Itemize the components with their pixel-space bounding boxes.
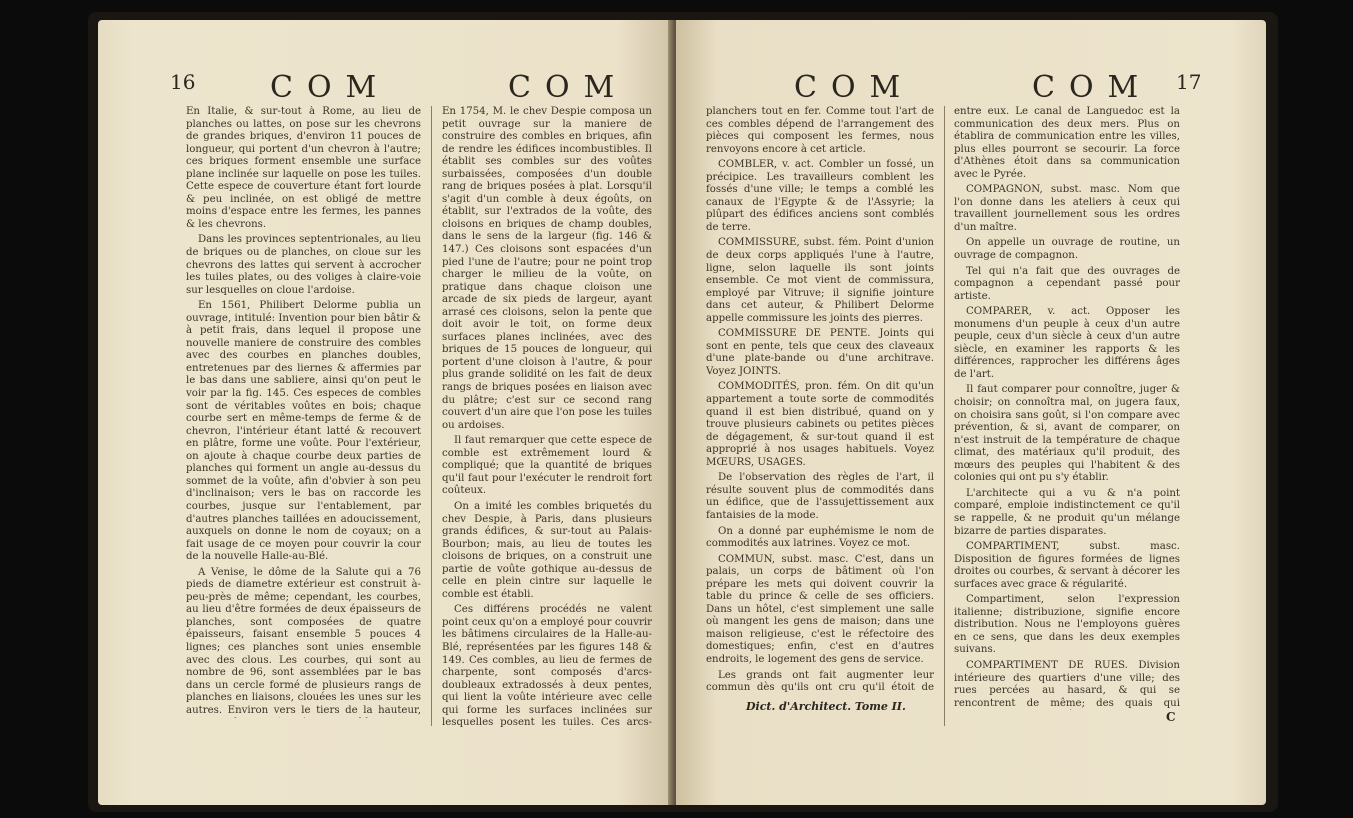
text-column-left — [706, 106, 934, 692]
paragraph: En 1754, M. le chev Despie composa un petit ouvrage sur la maniere de construire des combles en briques, afin de rendre les édifices incombustibles. Il établit ses combles sur des voûtes surbaissées, composées d'un double rang de briques posées à plat. Lorsqu'il s'agit d'un comble à deux égoûts, on établit, sur l'extrados de la voûte, des cloisons en briques de champ doubles, dans le sens de la largeur (fig. 146 & 147.) Ces cloisons sont espacées d'un pied l'une de l'autre; pour ne point trop charger le milieu de la voûte, on pratique dans chaque cloison une arcade de six pieds de largeur, ayant arrasé ces cloisons, selon la pente que doit avoir le toit, on forme deux surfaces planes inclinées, avec des briques de 15 pouces de longueur, qui portent d'une cloison à l'autre, & pour plus grande solidité on les fait de deux rangs de briques posées en liaison avec du plâtre; c'est sur ce second rang couvert d'un aire que l'on pose les tuiles ou ardoises. — [442, 106, 652, 431]
text-column-right — [442, 106, 652, 730]
text-column-left — [186, 106, 421, 718]
paragraph: En 1561, Philibert Delorme publia un ouvrage, intitulé: Invention pour bien bâtir & à petit frais, dans lequel il propose une nouvelle maniere de construire des combles avec des courbes en planches doubles, entretenues par des liernes & affermies par le bas dans une sabliere, ainsi qu'on peut le voir par la fig. 145. Ces especes de combles sont de véritables voûtes en bois; chaque courbe sert en même-temps de ferme & de chevron, l'intérieur étant latté & recouvert en plâtre, forme une voûte. Pour l'extérieur, on ajoute à chaque courbe deux parties de planches qui forment un angle au-dessus du sommet de la voûte, afin d'obvier à son peu d'inclinaison; vers le bas on raccorde les courbes, jusque sur l'entablement, par d'autres planches taillées en adoucissement, auxquels on donne le nom de coyaux; on a fait usage de ce moyen pour couvrir la cour de la nouvelle Halle-au-Blé. — [186, 300, 421, 563]
paragraph: COMMODITÉS, pron. fém. On dit qu'un appartement a toute sorte de commodités quand il est bien distribué, quand on y trouve plusieurs cabinets ou petites pièces de dégagement, & sur-tout quand il est approprié à nos usages habituels. Voyez MŒURS, USAGES. — [706, 381, 934, 468]
page-number: 16 — [170, 70, 196, 94]
footer-volume: Dict. d'Architect. Tome II. — [746, 700, 906, 713]
signature-mark: C — [1166, 710, 1176, 724]
paragraph: planchers tout en fer. Comme tout l'art de ces combles dépend de l'arrangement des pièces qui composent les fermes, nous renvoyons encore à cet article. — [706, 106, 934, 155]
page-number: 17 — [1176, 70, 1202, 94]
paragraph: COMPARTIMENT DE RUES. Division intérieure des quartiers d'une ville; des rues percées au hasard, & qui se rencontrent de même; des quais qui — [954, 659, 1180, 709]
left-page — [98, 20, 674, 805]
paragraph: COMMISSURE, subst. fém. Point d'union de deux corps appliqués l'une à l'autre, ligne, selon laquelle ils sont joints ensemble. Ce mot vient de commissura, employé par Vitruve; il signifie jointure dans cet auteur, & Philibert Delorme appelle commissure les joints des pierres. — [706, 237, 934, 324]
paragraph: Il faut comparer pour connoître, juger & choisir; on connoîtra mal, on jugera faux, on choisira sans goût, si l'on compare avec prévention, & si, avant de comparer, on n'est instruit de la température de chaque climat, des matériaux qu'il produit, des mœurs des peuples qui l'habitent & des colonies qui ont pu s'y établir. — [954, 384, 1180, 484]
paragraph: On a donné par euphémisme le nom de commodités aux latrines. Voyez ce mot. — [706, 525, 934, 550]
paragraph: Il faut remarquer que cette espece de comble est extrêmement lourd & compliqué; que la quantité de briques qu'il faut pour l'exécuter le rendroit fort coûteux. — [442, 435, 652, 497]
paragraph: COMPAGNON, subst. masc. Nom que l'on donne dans les ateliers à ceux qui travaillent journellement sous les ordres d'un maître. — [954, 184, 1180, 233]
paragraph: COMMISSURE DE PENTE. Joints qui sont en pente, tels que ceux des claveaux d'une plate-bande ou d'une architrave. Voyez JOINTS. — [706, 328, 934, 377]
paragraph: entre eux. Le canal de Languedoc est la communication des deux mers. Plus on établira de communication entre les villes, plus elles pourront se secourir. La force d'Athènes étoit dans sa communication avec le Pyrée. — [954, 106, 1180, 180]
paragraph: A Venise, le dôme de la Salute qui a 76 pieds de diametre extérieur est construit à-peu-près de même; cependant, les courbes, au lieu d'être formées de deux épaisseurs de planches, sont composées de quatre épaisseurs, faisant ensemble 5 pouces 4 lignes; ces planches sont unies ensemble avec des clous. Les courbes, qui sont au nombre de 96, sont assemblées par le bas dans un cercle formé de plusieurs rangs de planches en liaisons, clouées les unes sur les autres. Environ vers le tiers de la hauteur, — [186, 566, 421, 716]
paragraph: Compartiment, selon l'expression italienne; distribuzione, signifie encore distribution. Nous ne l'employons guères en ce sens, que dans les deux exemples suivans. — [954, 594, 1180, 656]
paragraph: COMMUN, subst. masc. C'est, dans un palais, un corps de bâtiment où l'on prépare les mets qui doivent couvrir la table du prince & celle de ses officiers. Dans un hôtel, c'est simplement une salle où mangent les gens de maison; dans une maison religieuse, c'est le réfectoire des domestiques; enfin, c'est en d'autres endroits, le logement des gens de service. — [706, 553, 934, 665]
right-page — [676, 20, 1266, 805]
paragraph: En Italie, & sur-tout à Rome, au lieu de planches ou lattes, on pose sur les chevrons de grandes briques, d'environ 11 pouces de longueur, qui portent d'un chevron à l'autre; ces briques forment ensemble une surface plane inclinée sur laquelle on pose les tuiles. Cette espece de couverture étant fort lourde & peu inclinée, on est obligé de mettre moins d'espace entre les fermes, les pannes & les chevrons. — [186, 106, 421, 230]
running-head: COM — [794, 70, 915, 105]
paragraph: COMPARER, v. act. Opposer les monumens d'un peuple à ceux d'un autre peuple, ceux d'un siècle à ceux d'un autre siècle, en examiner les rapports & les différences, rapprocher les différens âges de l'art. — [954, 306, 1180, 380]
paragraph: COMBLER, v. act. Combler un fossé, un précipice. Les travailleurs comblent les fossés d'une ville; le temps a comblé les canaux de l'Egypte & de l'Assyrie; la plûpart des édifices anciens sont comblés de terre. — [706, 159, 934, 233]
paragraph: Tel qui n'a fait que des ouvrages de compagnon a cependant passé pour artiste. — [954, 265, 1180, 302]
text-column-right — [954, 106, 1180, 710]
paragraph: On appelle un ouvrage de routine, un ouvrage de compagnon. — [954, 237, 1180, 262]
paragraph: Dans les provinces septentrionales, au lieu de briques ou de planches, on cloue sur les chevrons des lattes qui servent à accrocher les tuiles plates, ou des voliges à claire-voie sur lesquelles on cloue l'ardoise. — [186, 234, 421, 296]
running-head: COM — [270, 70, 391, 105]
paragraph: L'architecte qui a vu & n'a point comparé, emploie indistinctement ce qu'il se rappelle, & ne produit qu'un mélange bizarre de parties disparates. — [954, 487, 1180, 537]
column-rule — [431, 106, 432, 726]
column-rule — [944, 106, 945, 726]
paragraph: Ces différens procédés ne valent point ceux qu'on a employé pour couvrir les bâtimens circulaires de la Halle-au-Blé, représentées par les figures 148 & 149. Ces combles, au lieu de fermes de charpente, sont composés d'arcs-doubleaux extradossés à deux pentes, qui lient la voûte intérieure avec celle qui forme les surfaces inclinées sur lesquelles posent les tuiles. Ces arcs- — [442, 604, 652, 729]
paragraph: COMPARTIMENT, subst. masc. Disposition de figures formées de lignes droites ou courbes, & servant à décorer les surfaces avec grace & régularité. — [954, 541, 1180, 590]
paragraph: Les grands ont fait augmenter leur commun dès qu'ils ont cru qu'il étoit de — [706, 669, 934, 692]
running-head: COM — [508, 70, 629, 105]
paragraph: On a imité les combles briquetés du chev Despie, à Paris, dans plusieurs grands édifices, & sur-tout au Palais-Bourbon; mais, au lieu de toutes les cloisons de briques, on a construit une partie de voûte gothique au-dessus de celle en plein cintre sur laquelle le comble est établi. — [442, 500, 652, 600]
paragraph: De l'observation des règles de l'art, il résulte souvent plus de commodités dans un édifice, que de l'assujettissement aux fantaisies de la mode. — [706, 472, 934, 521]
running-head: COM — [1032, 70, 1153, 105]
